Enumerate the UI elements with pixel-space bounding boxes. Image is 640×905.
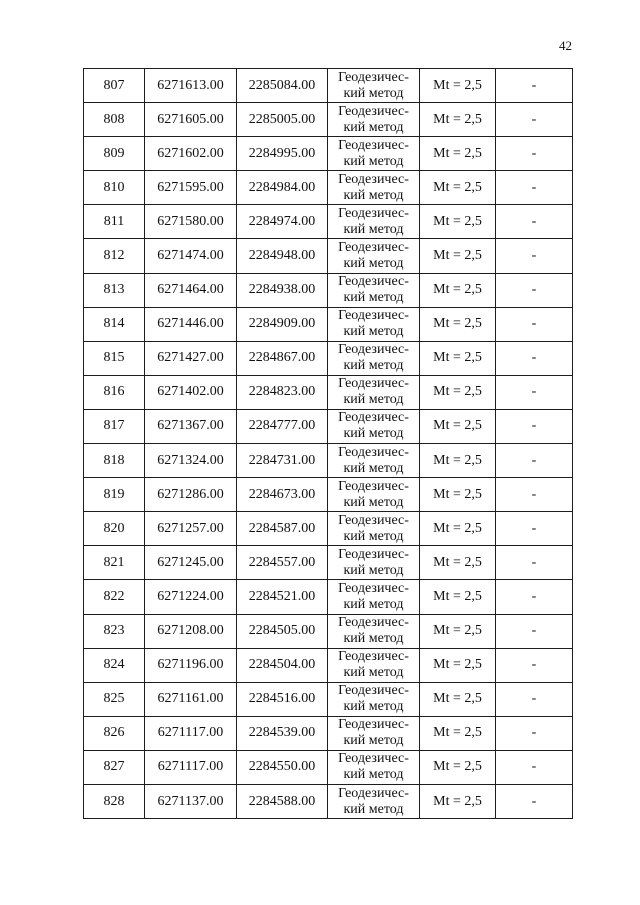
method-line-1: Геодезичес- (338, 444, 409, 460)
point-number-cell: 819 (84, 478, 145, 512)
accuracy-cell: Mt = 2,5 (420, 103, 496, 137)
y-coordinate-cell: 2284938.00 (237, 273, 328, 307)
table-row (84, 171, 573, 205)
point-number-cell: 826 (84, 716, 145, 750)
y-coordinate-cell: 2284948.00 (237, 239, 328, 273)
note-cell: - (496, 478, 573, 512)
y-coordinate-cell: 2284909.00 (237, 307, 328, 341)
point-number-cell: 818 (84, 444, 145, 478)
method-line-2: кий метод (343, 221, 404, 237)
point-number-cell: 827 (84, 750, 145, 784)
table-row (84, 580, 573, 614)
method-cell (328, 750, 420, 784)
x-coordinate-cell: 6271580.00 (145, 205, 237, 239)
table-row (84, 239, 573, 273)
y-coordinate-cell: 2284550.00 (237, 750, 328, 784)
y-coordinate-cell: 2284673.00 (237, 478, 328, 512)
x-coordinate-cell: 6271117.00 (145, 716, 237, 750)
method-cell (328, 137, 420, 171)
method-line-2: кий метод (343, 256, 404, 272)
accuracy-cell: Mt = 2,5 (420, 580, 496, 614)
point-number-cell: 809 (84, 137, 145, 171)
accuracy-cell: Mt = 2,5 (420, 546, 496, 580)
point-number-cell: 816 (84, 375, 145, 409)
table-row (84, 444, 573, 478)
method-line-2: кий метод (343, 699, 404, 715)
table-row (84, 137, 573, 171)
note-cell: - (496, 409, 573, 443)
y-coordinate-cell: 2284984.00 (237, 171, 328, 205)
accuracy-cell: Mt = 2,5 (420, 137, 496, 171)
note-cell: - (496, 307, 573, 341)
note-cell: - (496, 69, 573, 103)
method-cell (328, 409, 420, 443)
method-line-1: Геодезичес- (338, 717, 409, 733)
accuracy-cell: Mt = 2,5 (420, 682, 496, 716)
accuracy-cell: Mt = 2,5 (420, 171, 496, 205)
x-coordinate-cell: 6271245.00 (145, 546, 237, 580)
method-cell (328, 648, 420, 682)
method-cell (328, 784, 420, 818)
point-number-cell: 825 (84, 682, 145, 716)
method-line-1: Геодезичес- (338, 478, 409, 494)
method-line-1: Геодезичес- (338, 137, 409, 153)
accuracy-cell: Mt = 2,5 (420, 69, 496, 103)
method-line-2: кий метод (343, 528, 404, 544)
method-line-2: кий метод (343, 460, 404, 476)
accuracy-cell: Mt = 2,5 (420, 375, 496, 409)
method-line-1: Геодезичес- (338, 240, 409, 256)
method-line-1: Геодезичес- (338, 546, 409, 562)
point-number-cell: 823 (84, 614, 145, 648)
note-cell: - (496, 375, 573, 409)
method-cell (328, 682, 420, 716)
method-line-1: Геодезичес- (338, 785, 409, 801)
x-coordinate-cell: 6271257.00 (145, 512, 237, 546)
point-number-cell: 810 (84, 171, 145, 205)
method-line-1: Геодезичес- (338, 69, 409, 85)
method-line-1: Геодезичес- (338, 410, 409, 426)
accuracy-cell: Mt = 2,5 (420, 307, 496, 341)
x-coordinate-cell: 6271286.00 (145, 478, 237, 512)
table-row (84, 307, 573, 341)
method-cell (328, 375, 420, 409)
y-coordinate-cell: 2284539.00 (237, 716, 328, 750)
method-line-1: Геодезичес- (338, 615, 409, 631)
point-number-cell: 815 (84, 341, 145, 375)
accuracy-cell: Mt = 2,5 (420, 205, 496, 239)
accuracy-cell: Mt = 2,5 (420, 239, 496, 273)
table-row (84, 69, 573, 103)
y-coordinate-cell: 2284777.00 (237, 409, 328, 443)
method-line-2: кий метод (343, 767, 404, 783)
y-coordinate-cell: 2285005.00 (237, 103, 328, 137)
method-cell (328, 614, 420, 648)
note-cell: - (496, 512, 573, 546)
note-cell: - (496, 205, 573, 239)
coordinates-table (83, 68, 573, 819)
point-number-cell: 808 (84, 103, 145, 137)
method-cell (328, 239, 420, 273)
note-cell: - (496, 580, 573, 614)
method-line-2: кий метод (343, 290, 404, 306)
method-line-2: кий метод (343, 801, 404, 817)
table-row (84, 512, 573, 546)
point-number-cell: 822 (84, 580, 145, 614)
method-cell (328, 512, 420, 546)
method-line-1: Геодезичес- (338, 274, 409, 290)
y-coordinate-cell: 2284974.00 (237, 205, 328, 239)
method-line-1: Геодезичес- (338, 376, 409, 392)
method-line-1: Геодезичес- (338, 512, 409, 528)
y-coordinate-cell: 2284587.00 (237, 512, 328, 546)
point-number-cell: 821 (84, 546, 145, 580)
accuracy-cell: Mt = 2,5 (420, 512, 496, 546)
accuracy-cell: Mt = 2,5 (420, 784, 496, 818)
x-coordinate-cell: 6271117.00 (145, 750, 237, 784)
x-coordinate-cell: 6271324.00 (145, 444, 237, 478)
point-number-cell: 811 (84, 205, 145, 239)
method-line-2: кий метод (343, 494, 404, 510)
note-cell: - (496, 137, 573, 171)
method-line-1: Геодезичес- (338, 103, 409, 119)
method-line-1: Геодезичес- (338, 751, 409, 767)
note-cell: - (496, 682, 573, 716)
coordinates-table-body (84, 69, 573, 819)
method-line-1: Геодезичес- (338, 342, 409, 358)
table-row (84, 205, 573, 239)
table-row (84, 784, 573, 818)
x-coordinate-cell: 6271161.00 (145, 682, 237, 716)
method-cell (328, 478, 420, 512)
method-line-2: кий метод (343, 426, 404, 442)
method-line-1: Геодезичес- (338, 683, 409, 699)
method-cell (328, 341, 420, 375)
method-line-1: Геодезичес- (338, 649, 409, 665)
x-coordinate-cell: 6271446.00 (145, 307, 237, 341)
accuracy-cell: Mt = 2,5 (420, 648, 496, 682)
point-number-cell: 817 (84, 409, 145, 443)
point-number-cell: 828 (84, 784, 145, 818)
accuracy-cell: Mt = 2,5 (420, 444, 496, 478)
method-line-2: кий метод (343, 392, 404, 408)
y-coordinate-cell: 2284504.00 (237, 648, 328, 682)
y-coordinate-cell: 2284823.00 (237, 375, 328, 409)
x-coordinate-cell: 6271224.00 (145, 580, 237, 614)
method-line-1: Геодезичес- (338, 171, 409, 187)
note-cell: - (496, 648, 573, 682)
note-cell: - (496, 103, 573, 137)
method-line-2: кий метод (343, 187, 404, 203)
point-number-cell: 814 (84, 307, 145, 341)
table-row (84, 546, 573, 580)
point-number-cell: 812 (84, 239, 145, 273)
table-row (84, 478, 573, 512)
method-line-2: кий метод (343, 119, 404, 135)
method-line-2: кий метод (343, 324, 404, 340)
x-coordinate-cell: 6271602.00 (145, 137, 237, 171)
method-line-2: кий метод (343, 631, 404, 647)
y-coordinate-cell: 2284505.00 (237, 614, 328, 648)
note-cell: - (496, 444, 573, 478)
table-row (84, 750, 573, 784)
table-row (84, 103, 573, 137)
page-number: 42 (559, 38, 572, 53)
method-line-2: кий метод (343, 665, 404, 681)
table-row (84, 273, 573, 307)
accuracy-cell: Mt = 2,5 (420, 409, 496, 443)
method-line-2: кий метод (343, 358, 404, 374)
note-cell: - (496, 239, 573, 273)
table-row (84, 341, 573, 375)
point-number-cell: 813 (84, 273, 145, 307)
x-coordinate-cell: 6271137.00 (145, 784, 237, 818)
x-coordinate-cell: 6271613.00 (145, 69, 237, 103)
method-line-2: кий метод (343, 596, 404, 612)
method-cell (328, 444, 420, 478)
method-cell (328, 205, 420, 239)
x-coordinate-cell: 6271464.00 (145, 273, 237, 307)
method-cell (328, 307, 420, 341)
y-coordinate-cell: 2285084.00 (237, 69, 328, 103)
note-cell: - (496, 784, 573, 818)
y-coordinate-cell: 2284867.00 (237, 341, 328, 375)
y-coordinate-cell: 2284588.00 (237, 784, 328, 818)
x-coordinate-cell: 6271402.00 (145, 375, 237, 409)
table-row (84, 716, 573, 750)
table-row (84, 409, 573, 443)
accuracy-cell: Mt = 2,5 (420, 273, 496, 307)
y-coordinate-cell: 2284557.00 (237, 546, 328, 580)
note-cell: - (496, 341, 573, 375)
x-coordinate-cell: 6271427.00 (145, 341, 237, 375)
accuracy-cell: Mt = 2,5 (420, 478, 496, 512)
method-cell (328, 716, 420, 750)
x-coordinate-cell: 6271595.00 (145, 171, 237, 205)
table-row (84, 648, 573, 682)
note-cell: - (496, 273, 573, 307)
method-line-2: кий метод (343, 153, 404, 169)
accuracy-cell: Mt = 2,5 (420, 341, 496, 375)
table-row (84, 614, 573, 648)
method-cell (328, 69, 420, 103)
y-coordinate-cell: 2284995.00 (237, 137, 328, 171)
method-cell (328, 171, 420, 205)
x-coordinate-cell: 6271474.00 (145, 239, 237, 273)
method-line-1: Геодезичес- (338, 205, 409, 221)
y-coordinate-cell: 2284521.00 (237, 580, 328, 614)
x-coordinate-cell: 6271605.00 (145, 103, 237, 137)
accuracy-cell: Mt = 2,5 (420, 750, 496, 784)
method-cell (328, 103, 420, 137)
point-number-cell: 807 (84, 69, 145, 103)
table-row (84, 682, 573, 716)
accuracy-cell: Mt = 2,5 (420, 716, 496, 750)
method-line-2: кий метод (343, 733, 404, 749)
accuracy-cell: Mt = 2,5 (420, 614, 496, 648)
note-cell: - (496, 614, 573, 648)
method-cell (328, 273, 420, 307)
point-number-cell: 820 (84, 512, 145, 546)
method-line-2: кий метод (343, 85, 404, 101)
table-row (84, 375, 573, 409)
x-coordinate-cell: 6271367.00 (145, 409, 237, 443)
x-coordinate-cell: 6271196.00 (145, 648, 237, 682)
note-cell: - (496, 171, 573, 205)
method-cell (328, 580, 420, 614)
method-line-2: кий метод (343, 562, 404, 578)
note-cell: - (496, 546, 573, 580)
note-cell: - (496, 750, 573, 784)
note-cell: - (496, 716, 573, 750)
y-coordinate-cell: 2284516.00 (237, 682, 328, 716)
x-coordinate-cell: 6271208.00 (145, 614, 237, 648)
method-line-1: Геодезичес- (338, 308, 409, 324)
point-number-cell: 824 (84, 648, 145, 682)
method-cell (328, 546, 420, 580)
y-coordinate-cell: 2284731.00 (237, 444, 328, 478)
method-line-1: Геодезичес- (338, 580, 409, 596)
